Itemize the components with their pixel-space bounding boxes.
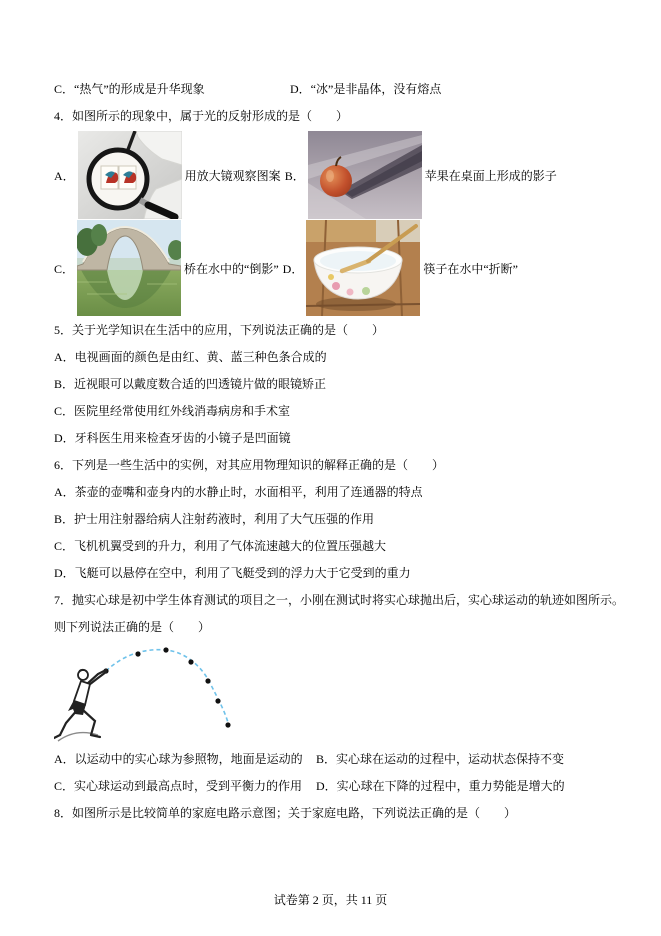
q7-stem-line2: 则下列说法正确的是（ ） [54, 620, 211, 634]
q5-option-b: B．近视眼可以戴度数合适的凹透镜片做的眼镜矫正 [54, 377, 327, 391]
q8-stem: 8．如图所示是比较简单的家庭电路示意图；关于家庭电路，下列说法正确的是（ ） [54, 806, 517, 820]
q4-option-a-label: A． [54, 168, 75, 183]
q4-caption-a: 用放大镜观察图案 [184, 168, 281, 183]
bridge-reflection-photo [77, 220, 181, 316]
apple-shadow-photo [308, 131, 422, 219]
q6-option-b: B．护士用注射器给病人注射药液时，利用了大气压强的作用 [54, 512, 375, 526]
q5-option-d: D．牙科医生用来检查牙齿的小镜子是凹面镜 [54, 431, 291, 445]
ball-trajectory-figure [54, 643, 264, 744]
q4-caption-b: 苹果在桌面上形成的影子 [424, 168, 557, 183]
q6-option-c: C．飞机机翼受到的升力，利用了气体流速越大的位置压强越大 [54, 539, 387, 553]
q4-caption-d: 筷子在水中“折断” [423, 261, 518, 276]
q4-option-c-label: C． [54, 261, 75, 276]
q6-option-a: A．茶壶的壶嘴和壶身内的水静止时，水面相平，利用了连通器的特点 [54, 485, 423, 499]
q7-options-row1 [54, 746, 621, 773]
magnifier-stamps-photo [78, 131, 182, 219]
prev-option-c: C．“热气”的形成是升华现象 [54, 82, 205, 96]
q7-figure [54, 643, 621, 744]
chopstick-bowl-photo [306, 220, 420, 316]
q4-row-ab [54, 131, 621, 219]
q4-caption-c: 桥在水中的“倒影” [184, 261, 279, 276]
q4-row-cd [54, 220, 621, 316]
q7-option-c: C．实心球运动到最高点时，受到平衡力的作用 [54, 779, 303, 793]
page-footer: 试卷第 2 页，共 11 页 [273, 893, 388, 907]
q4-option-d-label: D． [282, 261, 304, 276]
trajectory-curve [106, 650, 229, 726]
q4-option-b-label: B． [284, 168, 305, 183]
q6-option-d: D．飞艇可以悬停在空中，利用了飞艇受到的浮力大于它受到的重力 [54, 566, 411, 580]
q5-option-a: A．电视画面的颜色是由红、黄、蓝三种色条合成的 [54, 350, 327, 364]
q7-option-a: A．以运动中的实心球为参照物，地面是运动的 [54, 752, 303, 766]
q6-stem: 6．下列是一些生活中的实例，对其应用物理知识的解释正确的是（ ） [54, 458, 445, 472]
q7-option-b: B．实心球在运动的过程中，运动状态保持不变 [316, 752, 565, 766]
prev-question-options [54, 76, 621, 103]
q5-option-c: C．医院里经常使用红外线消毒病房和手术室 [54, 404, 291, 418]
q5-stem: 5．关于光学知识在生活中的应用，下列说法正确的是（ ） [54, 323, 385, 337]
q4-stem: 4．如图所示的现象中，属于光的反射形成的是（ ） [54, 109, 349, 123]
q7-options-row2 [54, 773, 621, 800]
prev-option-d: D．“冰”是非晶体，没有熔点 [290, 82, 442, 96]
q7-stem-line1: 7．抛实心球是初中学生体育测试的项目之一，小刚在测试时将实心球抛出后，实心球运动的轨迹如图所示。 [54, 593, 625, 607]
q7-option-d: D．实心球在下降的过程中，重力势能是增大的 [316, 779, 565, 793]
